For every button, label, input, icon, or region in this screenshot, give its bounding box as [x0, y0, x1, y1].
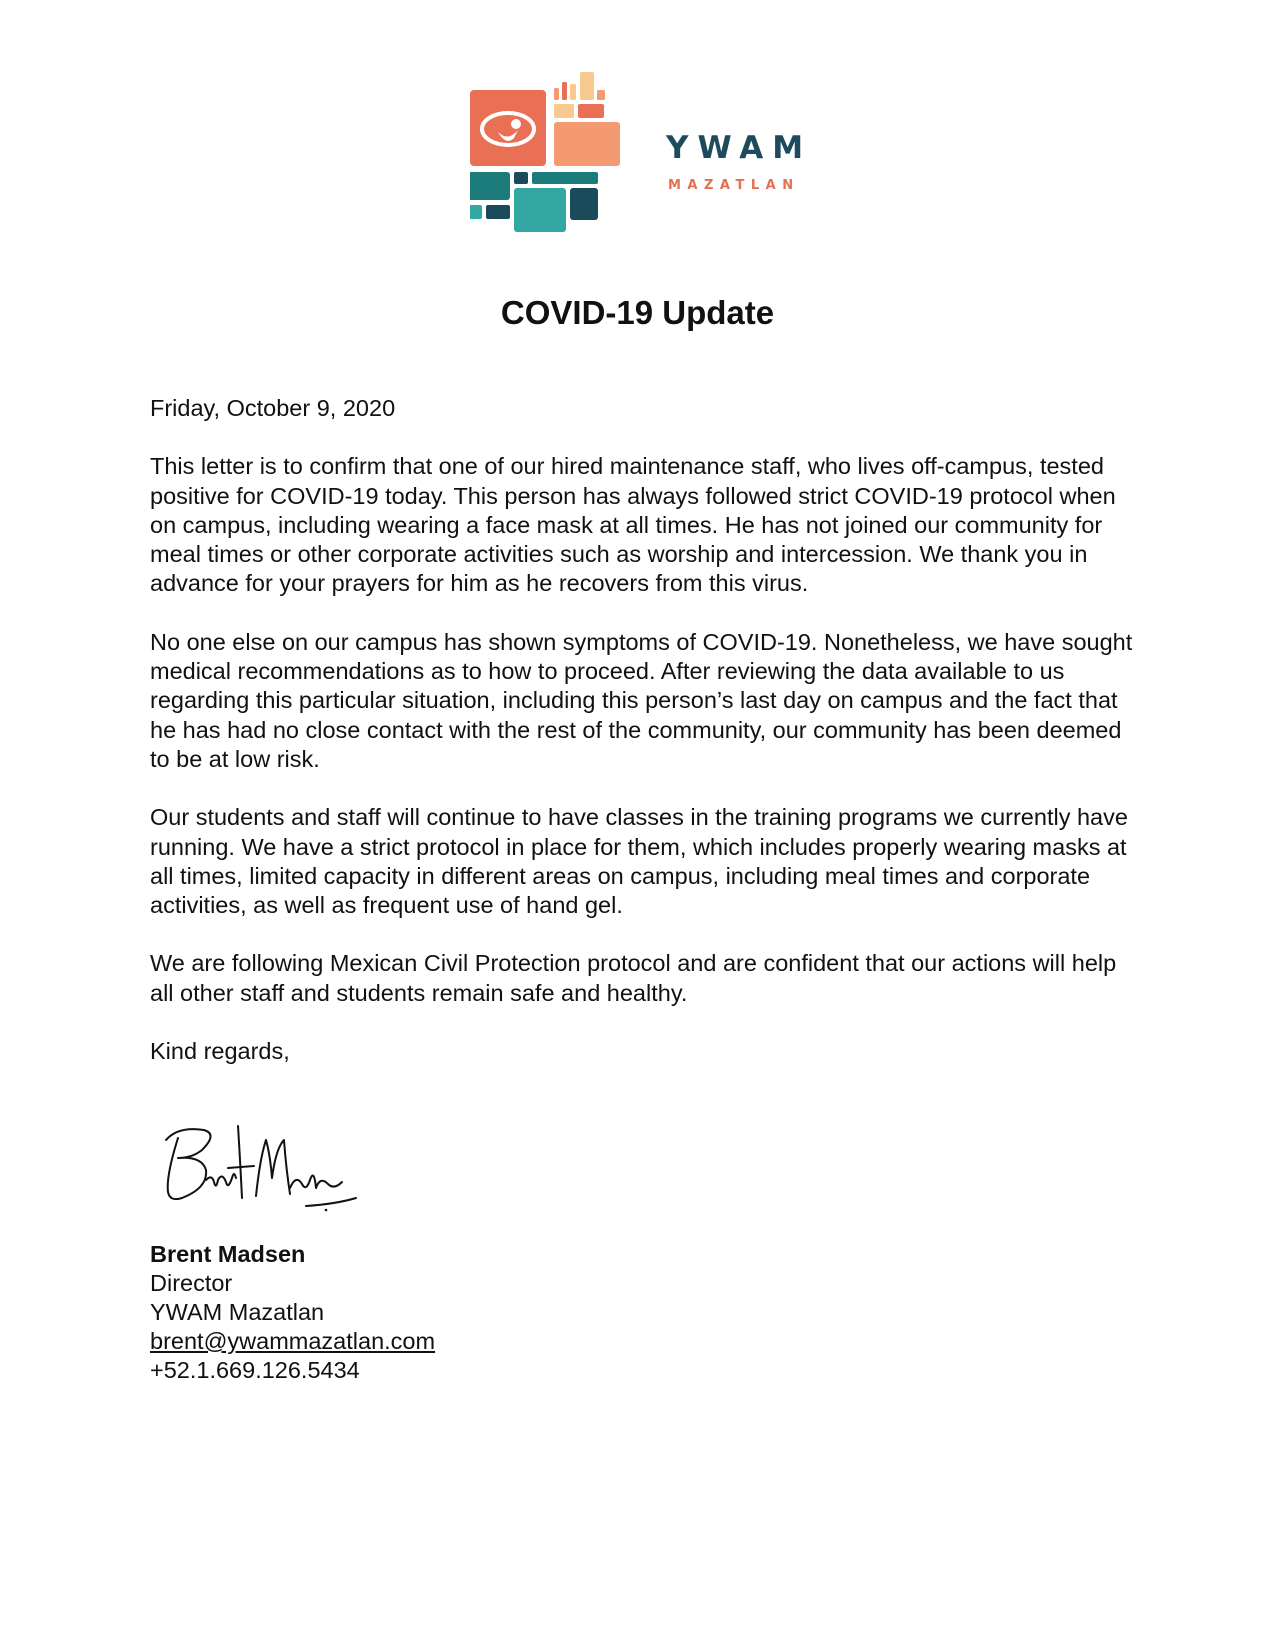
- logo-tile: [554, 104, 574, 118]
- body-paragraph: We are following Mexican Civil Protection protocol and are confident that our actions will help all other staff and students remain safe and healthy.: [150, 950, 1117, 1006]
- signer-email-link[interactable]: brent@ywammazatlan.com: [150, 1328, 436, 1354]
- logo-tile: [470, 205, 482, 219]
- logo-tile: [514, 188, 566, 232]
- logo-wordmark: YWAM: [666, 130, 813, 166]
- logo-tile: [470, 172, 510, 200]
- logo-mark: [470, 72, 660, 248]
- document-title: COVID-19 Update: [500, 294, 775, 331]
- logo-tile: [570, 188, 598, 220]
- letter-date: Friday, October 9, 2020: [150, 395, 396, 421]
- logo-tile: [597, 90, 605, 100]
- body-paragraph: Our students and staff will continue to have classes in the training programs we currently have running. We have a strict protocol in place for them, which includes properly wearing masks at all times, limited capacity in different areas on campus, including meal times and corporate activities, as well as frequent use of hand gel.: [150, 804, 1128, 919]
- logo-tile: [554, 122, 620, 166]
- logo-tile: [532, 172, 598, 184]
- logo-tile: [570, 84, 576, 100]
- logo-tile: [562, 82, 567, 100]
- signer-role: Director: [150, 1270, 233, 1296]
- letter-closing: Kind regards,: [150, 1038, 290, 1065]
- body-paragraph: This letter is to confirm that one of our hired maintenance staff, who lives off-campus, tested positive for COVID-19 today. This person has always followed strict COVID-19 protocol when on campus, including wearing a face mask at all times. He has not joined our community for meal times or other corporate activities such as worship and intercession. We thank you in advance for your prayers for him as he recovers from this virus.: [150, 453, 1116, 597]
- logo-subtitle: MAZATLAN: [668, 178, 800, 193]
- letter-body: [150, 394, 1140, 1095]
- signer-organization: YWAM Mazatlan: [150, 1299, 325, 1325]
- logo-tile: [580, 72, 594, 100]
- handwritten-signature: [156, 1118, 366, 1218]
- logo-tile: [486, 205, 510, 219]
- logo-tile: [554, 88, 559, 100]
- logo-tile: [514, 172, 528, 184]
- logo-tile: [578, 104, 604, 118]
- ywam-logo: [470, 72, 813, 248]
- signer-name: Brent Madsen: [150, 1241, 306, 1267]
- signer-phone: +52.1.669.126.5434: [150, 1357, 360, 1383]
- body-paragraph: No one else on our campus has shown symptoms of COVID-19. Nonetheless, we have sought medical recommendations as to how to proceed. After reviewing the data available to us regarding this particular situation, including this person’s last day on campus and the fact that he has had no close contact with the rest of the community, our community has been deemed to be at low risk.: [150, 628, 1133, 772]
- logo-emblem-head: [511, 119, 521, 129]
- signature-block: [150, 1240, 435, 1385]
